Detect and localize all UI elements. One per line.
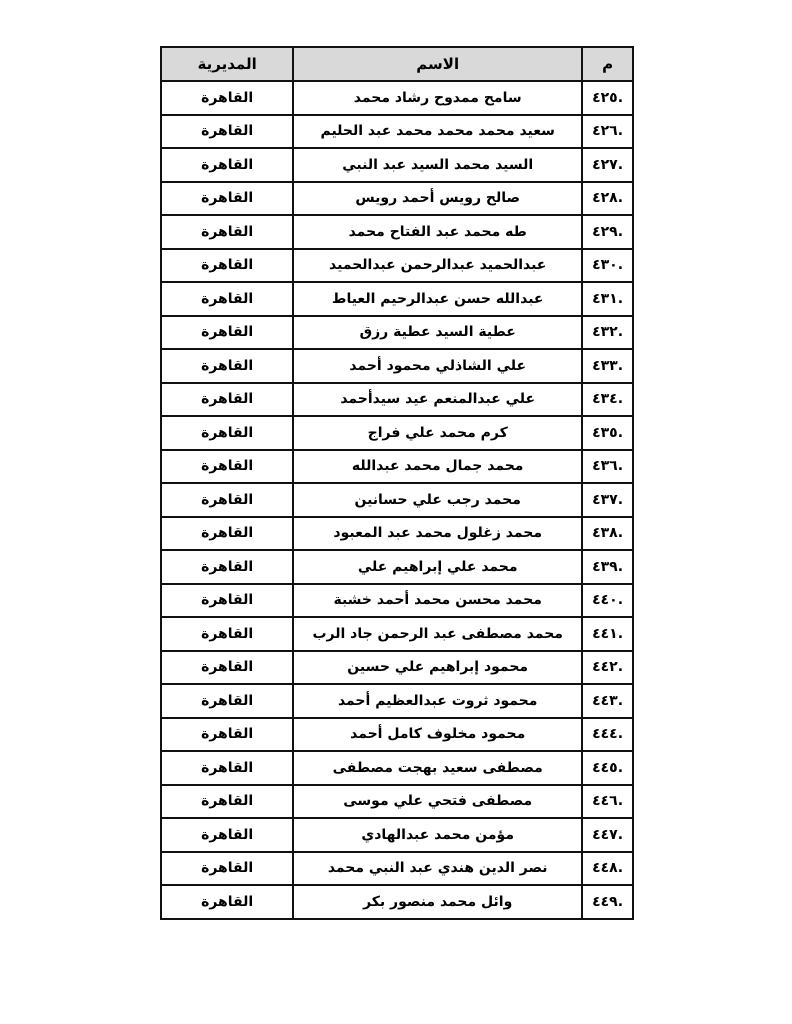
- directorate-cell: القاهرة: [161, 115, 293, 149]
- directorate-cell: القاهرة: [161, 316, 293, 350]
- directorate-cell: القاهرة: [161, 182, 293, 216]
- row-number: .٤٢٧: [582, 148, 633, 182]
- table-row: [161, 282, 633, 316]
- directorate-cell: القاهرة: [161, 751, 293, 785]
- table-row: [161, 81, 633, 115]
- table-row: [161, 416, 633, 450]
- person-name: مصطفى سعيد بهجت مصطفى: [293, 751, 582, 785]
- directorate-cell: القاهرة: [161, 349, 293, 383]
- roster-table: [160, 46, 634, 920]
- header-row: [161, 47, 633, 81]
- row-number: .٤٣٩: [582, 550, 633, 584]
- row-number: .٤٣٤: [582, 383, 633, 417]
- table-row: [161, 785, 633, 819]
- header-num: م: [582, 47, 633, 81]
- person-name: محمد رجب علي حسانين: [293, 483, 582, 517]
- directorate-cell: القاهرة: [161, 718, 293, 752]
- person-name: سعيد محمد محمد محمد عبد الحليم: [293, 115, 582, 149]
- directorate-cell: القاهرة: [161, 81, 293, 115]
- person-name: محمد مصطفى عبد الرحمن جاد الرب: [293, 617, 582, 651]
- directorate-cell: القاهرة: [161, 416, 293, 450]
- table-row: [161, 517, 633, 551]
- person-name: مصطفى فتحي علي موسى: [293, 785, 582, 819]
- row-number: .٤٢٦: [582, 115, 633, 149]
- row-number: .٤٢٥: [582, 81, 633, 115]
- person-name: محمود ثروت عبدالعظيم أحمد: [293, 684, 582, 718]
- roster-body: [161, 81, 633, 919]
- row-number: .٤٤٣: [582, 684, 633, 718]
- table-row: [161, 215, 633, 249]
- table-row: [161, 316, 633, 350]
- person-name: السيد محمد السيد عبد النبي: [293, 148, 582, 182]
- table-row: [161, 349, 633, 383]
- row-number: .٤٤١: [582, 617, 633, 651]
- table-row: [161, 450, 633, 484]
- row-number: .٤٤٦: [582, 785, 633, 819]
- directorate-cell: القاهرة: [161, 852, 293, 886]
- table-row: [161, 852, 633, 886]
- person-name: محمد علي إبراهيم علي: [293, 550, 582, 584]
- table-row: [161, 148, 633, 182]
- person-name: محمود مخلوف كامل أحمد: [293, 718, 582, 752]
- directorate-cell: القاهرة: [161, 617, 293, 651]
- row-number: .٤٣٧: [582, 483, 633, 517]
- person-name: عبدالحميد عبدالرحمن عبدالحميد: [293, 249, 582, 283]
- person-name: كرم محمد علي فراج: [293, 416, 582, 450]
- table-row: [161, 182, 633, 216]
- row-number: .٤٤٠: [582, 584, 633, 618]
- row-number: .٤٢٩: [582, 215, 633, 249]
- table-row: [161, 684, 633, 718]
- table-row: [161, 249, 633, 283]
- row-number: .٤٤٧: [582, 818, 633, 852]
- row-number: .٤٣٢: [582, 316, 633, 350]
- row-number: .٤٤٩: [582, 885, 633, 919]
- person-name: محمد زغلول محمد عبد المعبود: [293, 517, 582, 551]
- row-number: .٤٣٨: [582, 517, 633, 551]
- person-name: عبدالله حسن عبدالرحيم العياط: [293, 282, 582, 316]
- person-name: محمود إبراهيم علي حسين: [293, 651, 582, 685]
- row-number: .٤٤٨: [582, 852, 633, 886]
- table-row: [161, 885, 633, 919]
- person-name: محمد جمال محمد عبدالله: [293, 450, 582, 484]
- directorate-cell: القاهرة: [161, 483, 293, 517]
- directorate-cell: القاهرة: [161, 785, 293, 819]
- row-number: .٤٣٠: [582, 249, 633, 283]
- directorate-cell: القاهرة: [161, 550, 293, 584]
- person-name: سامح ممدوح رشاد محمد: [293, 81, 582, 115]
- person-name: صالح رويس أحمد رويس: [293, 182, 582, 216]
- directorate-cell: القاهرة: [161, 282, 293, 316]
- person-name: علي عبدالمنعم عيد سيدأحمد: [293, 383, 582, 417]
- person-name: طه محمد عبد الفتاح محمد: [293, 215, 582, 249]
- person-name: علي الشاذلي محمود أحمد: [293, 349, 582, 383]
- table-row: [161, 751, 633, 785]
- directorate-cell: القاهرة: [161, 450, 293, 484]
- table-row: [161, 483, 633, 517]
- table-row: [161, 383, 633, 417]
- person-name: وائل محمد منصور بكر: [293, 885, 582, 919]
- row-number: .٤٢٨: [582, 182, 633, 216]
- header-name: الاسم: [293, 47, 582, 81]
- directorate-cell: القاهرة: [161, 684, 293, 718]
- person-name: محمد محسن محمد أحمد خشبة: [293, 584, 582, 618]
- person-name: نصر الدين هندي عبد النبي محمد: [293, 852, 582, 886]
- row-number: .٤٤٥: [582, 751, 633, 785]
- table-row: [161, 651, 633, 685]
- directorate-cell: القاهرة: [161, 818, 293, 852]
- table-row: [161, 584, 633, 618]
- row-number: .٤٣٦: [582, 450, 633, 484]
- person-name: مؤمن محمد عبدالهادي: [293, 818, 582, 852]
- row-number: .٤٣٥: [582, 416, 633, 450]
- row-number: .٤٤٢: [582, 651, 633, 685]
- directorate-cell: القاهرة: [161, 885, 293, 919]
- directorate-cell: القاهرة: [161, 651, 293, 685]
- directorate-cell: القاهرة: [161, 148, 293, 182]
- table-row: [161, 718, 633, 752]
- table-row: [161, 550, 633, 584]
- directorate-cell: القاهرة: [161, 215, 293, 249]
- row-number: .٤٣٣: [582, 349, 633, 383]
- directorate-cell: القاهرة: [161, 383, 293, 417]
- row-number: .٤٤٤: [582, 718, 633, 752]
- directorate-cell: القاهرة: [161, 517, 293, 551]
- directorate-cell: القاهرة: [161, 249, 293, 283]
- row-number: .٤٣١: [582, 282, 633, 316]
- table-row: [161, 115, 633, 149]
- header-directorate: المديرية: [161, 47, 293, 81]
- directorate-cell: القاهرة: [161, 584, 293, 618]
- person-name: عطية السيد عطية رزق: [293, 316, 582, 350]
- table-row: [161, 617, 633, 651]
- table-row: [161, 818, 633, 852]
